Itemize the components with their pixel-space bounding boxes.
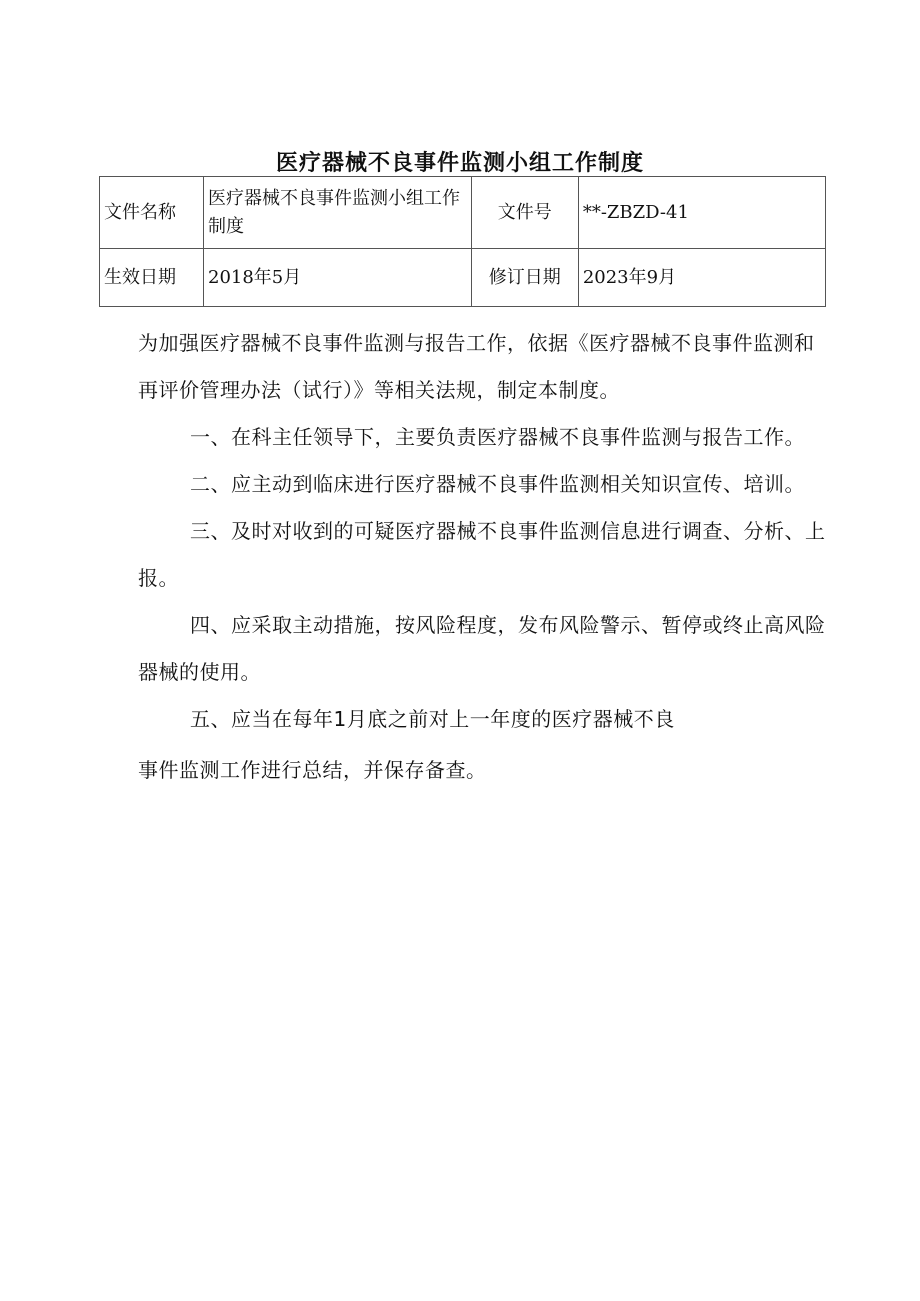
- clause-4: 四、应采取主动措施，按风险程度，发布风险警示、暂停或终止高风险器械的使用。: [138, 613, 826, 684]
- file-name-label: 文件名称: [100, 177, 204, 249]
- file-number-label: 文件号: [471, 177, 578, 249]
- clause-5: 五、应当在每年1月底之前对上一年度的医疗器械不良: [190, 707, 675, 731]
- table-row: [100, 177, 826, 249]
- clause-1: 一、在科主任领导下，主要负责医疗器械不良事件监测与报告工作。: [190, 425, 805, 449]
- clause-3: 三、及时对收到的可疑医疗器械不良事件监测信息进行调查、分析、上报。: [138, 519, 826, 590]
- document-info-table: [99, 176, 826, 307]
- document-title: 医疗器械不良事件监测小组工作制度: [275, 151, 644, 176]
- clause-5-continuation: 事件监测工作进行总结，并保存备查。: [138, 758, 487, 782]
- intro-paragraph: 为加强医疗器械不良事件监测与报告工作，依据《医疗器械不良事件监测和再评价管理办法（试行）》等相关法规，制定本制度。: [138, 331, 815, 402]
- effective-date-label: 生效日期: [100, 249, 204, 307]
- file-name-value: 医疗器械不良事件监测小组工作制度: [204, 177, 472, 249]
- table-row: [100, 249, 826, 307]
- effective-date-value: 2018年5月: [204, 249, 472, 307]
- revision-date-label: 修订日期: [471, 249, 578, 307]
- file-number-value: **-ZBZD-41: [578, 177, 825, 249]
- revision-date-value: 2023年9月: [578, 249, 825, 307]
- clause-2: 二、应主动到临床进行医疗器械不良事件监测相关知识宣传、培训。: [190, 472, 805, 496]
- document-body: [138, 320, 828, 794]
